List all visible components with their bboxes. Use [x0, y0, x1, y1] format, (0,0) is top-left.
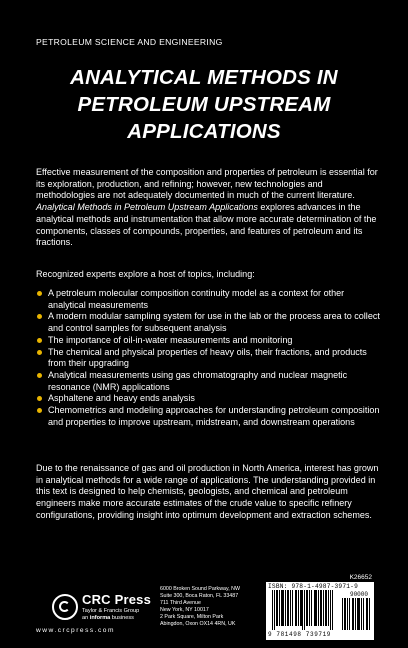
publisher-tagline — [82, 615, 139, 622]
list-item — [36, 405, 384, 428]
publisher-footer — [0, 582, 408, 648]
title-line-2: PETROLEUM UPSTREAM — [77, 93, 331, 116]
list-item — [36, 370, 384, 393]
publisher-group-name: Taylor & Francis Group — [82, 608, 140, 614]
address-line: 6000 Broken Sound Parkway, NW — [160, 586, 240, 592]
publisher-name: CRC Press — [82, 592, 151, 607]
list-item-text: A petroleum molecular composition continuity model as a context for other analytical measurements — [48, 288, 345, 310]
description-paragraph — [36, 167, 380, 249]
book-title — [20, 64, 388, 145]
description-italic-title: Analytical Methods in Petroleum Upstream Applications — [36, 202, 258, 213]
list-item-text: Analytical measurements using gas chromatography and nuclear magnetic resonance (NMR) applications — [48, 369, 348, 392]
address-line: Suite 300, Boca Raton, FL 33487 — [160, 592, 239, 599]
bullet-dot-icon — [37, 408, 42, 413]
bullet-dot-icon — [37, 314, 42, 319]
bullet-dot-icon — [37, 350, 42, 355]
address-line: Abingdon, Oxon OX14 4RN, UK — [160, 620, 236, 627]
list-item — [36, 335, 384, 347]
closing-paragraph: Due to the renaissance of gas and oil production in North America, interest has grown in analytical methods for a wide range of applications. The understanding provided in this text is designed to help chemists, geologists, and chemical and petroleum engineers make more accurate estimates of the crude value to specific refinery configurations, providing insight into optimum development and extraction schemes. — [36, 463, 379, 520]
topics-list — [36, 288, 384, 428]
list-item — [36, 347, 384, 370]
address-line: 711 Third Avenue — [160, 599, 201, 606]
title-line-1: ANALYTICAL METHODS IN — [70, 66, 338, 89]
list-item-text: Asphaltene and heavy ends analysis — [48, 393, 195, 404]
bullet-dot-icon — [37, 291, 42, 296]
tagline-bold: informa — [89, 615, 111, 621]
price-barcode-icon — [342, 598, 370, 630]
publisher-group — [82, 608, 139, 622]
list-item-text: Chemometrics and modeling approaches for understanding petroleum composition and properties to improve upstream, midstream, and downstream operations — [48, 405, 380, 427]
series-name: PETROLEUM SCIENCE AND ENGINEERING — [36, 37, 223, 47]
barcode-area — [266, 582, 374, 640]
price-code: 90000 — [349, 591, 368, 598]
publisher-address — [160, 586, 264, 627]
list-item-text: A modern modular sampling system for use in the lab or the process area to collect and control samples for subsequent analysis — [48, 311, 380, 334]
topics-intro: Recognized experts explore a host of topics, including: — [36, 269, 255, 279]
tagline-suffix: business — [110, 615, 134, 621]
address-line: New York, NY 10017 — [160, 606, 209, 613]
bullet-dot-icon — [37, 396, 42, 401]
list-item — [36, 393, 384, 405]
product-code: K26652 — [349, 574, 372, 581]
address-line: 2 Park Square, Milton Park — [160, 613, 224, 620]
isbn-text: ISBN: 978-1-4987-3971-9 — [268, 583, 359, 590]
list-item-text: The chemical and physical properties of heavy oils, their fractions, and products from their upgrading — [48, 346, 367, 369]
ean-number: 9 781498 739719 — [268, 631, 332, 638]
publisher-url: www.crcpress.com — [36, 627, 115, 634]
description-text-before: Effective measurement of the composition and properties of petroleum is essential for its exploration, production, and refining; however, new technologies and methodologies are not adequately documented in much of the current literature. — [36, 167, 378, 201]
bullet-dot-icon — [37, 338, 42, 343]
list-item — [36, 311, 384, 334]
description-text-after: explores advances in the analytical methods and instrumentation that allow more accurate determination of the components, classes of compounds, properties, and features of petroleum and its fractions. — [36, 202, 377, 248]
list-item-text: The importance of oil-in-water measurements and monitoring — [48, 334, 293, 345]
barcode-icon — [272, 590, 334, 630]
crc-press-logo-icon — [52, 594, 78, 620]
bullet-dot-icon — [37, 373, 42, 378]
tagline-prefix: an — [82, 615, 90, 621]
title-line-3: APPLICATIONS — [127, 120, 281, 143]
list-item — [36, 288, 384, 311]
